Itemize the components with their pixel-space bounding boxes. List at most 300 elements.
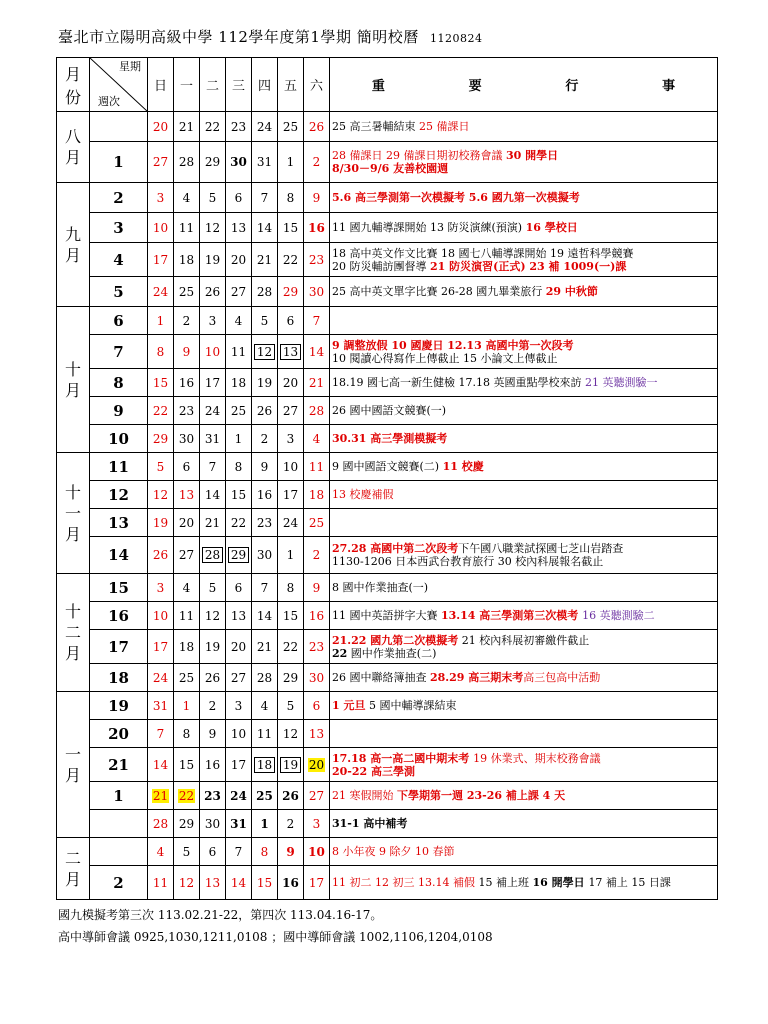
- day-cell-thu: [252, 782, 278, 810]
- day-number: 7: [156, 726, 165, 741]
- day-cell-fri: [278, 453, 304, 481]
- event-line: [332, 339, 717, 352]
- day-cell-mon: [174, 509, 200, 537]
- day-number: 19: [204, 252, 221, 267]
- day-number: 17: [308, 875, 325, 890]
- day-number: 7: [260, 190, 269, 205]
- title-code: 1120824: [430, 32, 483, 45]
- day-number: 12: [254, 344, 275, 360]
- day-cell-wed: [226, 810, 252, 838]
- day-cell-wed: [226, 142, 252, 183]
- day-cell-wed: [226, 630, 252, 664]
- day-cell-wed: [226, 425, 252, 453]
- week-row: [57, 425, 718, 453]
- day-number: 5: [208, 190, 217, 205]
- day-cell-tue: [200, 509, 226, 537]
- day-cell-sun: [148, 720, 174, 748]
- event-line: [332, 149, 717, 162]
- day-cell-tue: [200, 574, 226, 602]
- day-cell-tue: [200, 664, 226, 692]
- day-number: 24: [152, 670, 169, 685]
- day-cell-sat: [304, 748, 330, 782]
- event-line: [332, 609, 717, 622]
- event-text: 21.22 國九第二次模擬考: [332, 633, 459, 647]
- day-number: 21: [152, 788, 169, 803]
- day-number: 24: [152, 284, 169, 299]
- day-cell-wed: [226, 748, 252, 782]
- day-cell-thu: [252, 453, 278, 481]
- event-text: 1 元旦: [332, 699, 366, 712]
- day-number: 23: [256, 515, 273, 530]
- month-header: [57, 58, 90, 112]
- day-number: 4: [182, 190, 191, 205]
- day-cell-fri: [278, 664, 304, 692]
- day-cell-mon: [174, 602, 200, 630]
- day-cell-thu: [252, 537, 278, 574]
- day-cell-sun: [148, 307, 174, 335]
- day-number: 9: [182, 344, 191, 359]
- day-cell-mon: [174, 664, 200, 692]
- week-number: 13: [90, 509, 148, 537]
- event-line: [332, 120, 717, 133]
- event-text: 20 防災輔訪團督導: [332, 259, 430, 273]
- day-cell-sun: [148, 782, 174, 810]
- day-cell-fri: [278, 243, 304, 277]
- day-cell-sun: [148, 692, 174, 720]
- day-cell-mon: [174, 243, 200, 277]
- day-cell-wed: [226, 369, 252, 397]
- day-cell-fri: [278, 397, 304, 425]
- events-cell: [330, 866, 718, 900]
- event-line: [332, 581, 717, 594]
- event-text: 27.28 高國中第二次段考: [332, 542, 459, 555]
- events-cell: [330, 664, 718, 692]
- day-cell-sat: [304, 509, 330, 537]
- day-header-mon: 一: [174, 58, 200, 112]
- day-cell-fri: [278, 369, 304, 397]
- event-text: 21 寒假開始: [332, 789, 397, 802]
- day-number: 22: [204, 119, 221, 134]
- event-line: [332, 460, 717, 473]
- day-header-thu: 四: [252, 58, 278, 112]
- event-text: 下午國八職業試探國七芝山岩踏查: [458, 542, 624, 555]
- day-number: 14: [256, 608, 273, 623]
- day-number: 24: [282, 515, 299, 530]
- day-cell-fri: [278, 213, 304, 243]
- day-cell-wed: [226, 509, 252, 537]
- day-cell-tue: [200, 748, 226, 782]
- day-number: 12: [152, 487, 169, 502]
- day-number: 7: [208, 459, 217, 474]
- day-cell-mon: [174, 720, 200, 748]
- day-cell-fri: [278, 630, 304, 664]
- week-row: [57, 243, 718, 277]
- day-cell-mon: [174, 810, 200, 838]
- day-cell-tue: [200, 481, 226, 509]
- event-line: [332, 699, 717, 712]
- events-header-char: 行: [565, 79, 579, 94]
- note-line: 國九模擬考第三次 113.02.21-22，第四次 113.04.16-17。: [58, 908, 383, 922]
- week-row: [57, 748, 718, 782]
- day-cell-wed: [226, 453, 252, 481]
- week-row: [57, 602, 718, 630]
- week-number: 2: [90, 183, 148, 213]
- day-number: 9: [286, 844, 295, 859]
- day-cell-wed: [226, 481, 252, 509]
- week-number: 7: [90, 335, 148, 369]
- day-number: 14: [230, 875, 247, 890]
- note-line: 高中導師會議 0925,1030,1211,0108 ；國中導師會議 1002,1106,1204,0108: [58, 930, 493, 944]
- week-number: 19: [90, 692, 148, 720]
- day-cell-sun: [148, 142, 174, 183]
- day-number: 14: [204, 487, 221, 502]
- day-cell-wed: [226, 602, 252, 630]
- month-cell-sep: [57, 183, 90, 307]
- day-cell-thu: [252, 630, 278, 664]
- week-row: [57, 720, 718, 748]
- day-cell-thu: [252, 112, 278, 142]
- week-row: [57, 574, 718, 602]
- day-header-sun: 日: [148, 58, 174, 112]
- event-text: 8/30－9/6 友善校園週: [332, 162, 449, 175]
- day-cell-wed: [226, 112, 252, 142]
- day-number: 1: [260, 816, 269, 831]
- day-number: 13: [230, 608, 247, 623]
- day-number: 16: [204, 757, 221, 772]
- day-number: 31: [256, 155, 273, 169]
- day-number: 10: [152, 608, 169, 623]
- day-cell-tue: [200, 810, 226, 838]
- day-cell-wed: [226, 664, 252, 692]
- day-cell-tue: [200, 243, 226, 277]
- day-number: 3: [286, 431, 295, 446]
- event-line: [332, 162, 717, 175]
- event-text: 11 初二 12 初三 13.14 補假: [332, 876, 479, 889]
- event-text: 9 調整放假 10 國慶日 12.13 高國中第一次段考: [332, 338, 574, 352]
- month-char: 月: [64, 869, 81, 889]
- day-number: 30: [308, 284, 325, 299]
- event-line: [332, 845, 717, 858]
- event-text: 16 開學日: [532, 876, 589, 889]
- day-cell-thu: [252, 748, 278, 782]
- day-number: 19: [152, 515, 169, 530]
- week-number: 9: [90, 397, 148, 425]
- day-cell-thu: [252, 866, 278, 900]
- day-number: 25: [308, 515, 325, 530]
- day-number: 17: [204, 375, 221, 390]
- day-cell-tue: [200, 866, 226, 900]
- day-cell-sun: [148, 277, 174, 307]
- day-number: 5: [260, 313, 269, 328]
- week-number: 17: [90, 630, 148, 664]
- day-number: 14: [152, 757, 169, 772]
- day-number: 9: [260, 459, 269, 474]
- day-cell-mon: [174, 748, 200, 782]
- day-number: 16: [178, 375, 195, 390]
- day-number: 25: [282, 119, 299, 134]
- day-number: 28: [256, 670, 273, 685]
- day-cell-mon: [174, 692, 200, 720]
- event-text: 30 開學日: [505, 149, 559, 162]
- day-cell-mon: [174, 142, 200, 183]
- week-number: [90, 810, 148, 838]
- event-line: [332, 260, 717, 273]
- day-number: 22: [178, 788, 195, 803]
- day-number: 27: [152, 155, 169, 169]
- week-header: [90, 58, 148, 112]
- day-number: 14: [256, 220, 273, 235]
- day-number: 26: [282, 788, 299, 803]
- week-row: [57, 537, 718, 574]
- day-number: 26: [204, 284, 221, 299]
- month-char: 二: [64, 623, 81, 642]
- day-number: 29: [204, 155, 221, 169]
- month-cell-jan: [57, 692, 90, 838]
- day-number: 6: [208, 844, 217, 859]
- day-cell-sun: [148, 664, 174, 692]
- events-header-char: 事: [662, 79, 676, 94]
- day-number: 30: [204, 816, 221, 831]
- events-cell: [330, 213, 718, 243]
- day-number: 20: [230, 639, 247, 654]
- day-cell-tue: [200, 602, 226, 630]
- event-text: 5.6 高三學測第一次模擬考 5.6 國九第一次模擬考: [332, 191, 580, 204]
- day-number: 21: [256, 252, 273, 267]
- day-number: 17: [230, 757, 247, 772]
- day-number: 26: [152, 548, 169, 562]
- day-cell-sat: [304, 425, 330, 453]
- event-line: [332, 752, 717, 765]
- month-char: 一: [64, 744, 81, 764]
- week-number: 16: [90, 602, 148, 630]
- day-number: 4: [312, 431, 321, 446]
- day-cell-thu: [252, 213, 278, 243]
- event-text: 13.14 高三學測第三次模考: [441, 609, 583, 622]
- event-text: 17.18 高一高二國中期末考: [332, 751, 474, 765]
- event-text: 16 英聽測驗二: [582, 609, 655, 622]
- day-number: 16: [308, 220, 325, 235]
- week-number: 3: [90, 213, 148, 243]
- day-number: 3: [208, 313, 217, 328]
- event-text: 下學期第一週 23-26 補上課 4 天: [397, 789, 566, 802]
- month-cell-dec: [57, 574, 90, 692]
- day-cell-sun: [148, 630, 174, 664]
- day-number: 8: [156, 344, 165, 359]
- day-number: 21: [204, 515, 221, 530]
- day-number: 23: [308, 639, 325, 654]
- day-cell-mon: [174, 277, 200, 307]
- day-cell-wed: [226, 307, 252, 335]
- day-cell-wed: [226, 397, 252, 425]
- event-text: 19 休業式、期末校務會議: [473, 751, 601, 765]
- events-header-char: 重: [371, 79, 385, 94]
- day-header-sat: 六: [304, 58, 330, 112]
- day-cell-wed: [226, 574, 252, 602]
- day-cell-tue: [200, 277, 226, 307]
- event-text: 26 國中國語文競賽(一): [332, 404, 447, 417]
- day-cell-tue: [200, 630, 226, 664]
- events-cell: [330, 243, 718, 277]
- week-number: 6: [90, 307, 148, 335]
- day-cell-thu: [252, 664, 278, 692]
- event-line: [332, 285, 717, 298]
- week-number: 4: [90, 243, 148, 277]
- day-number: 7: [312, 313, 321, 328]
- calendar-table: [56, 57, 718, 900]
- day-number: 30: [178, 431, 195, 446]
- event-line: [332, 376, 717, 389]
- day-cell-sun: [148, 112, 174, 142]
- day-number: 13: [230, 220, 247, 235]
- day-cell-fri: [278, 183, 304, 213]
- day-cell-mon: [174, 397, 200, 425]
- day-number: 1: [182, 698, 191, 713]
- event-text: 21 英聽測驗一: [584, 376, 658, 389]
- week-label: 週次: [98, 95, 120, 108]
- day-number: 31: [230, 816, 247, 831]
- day-number: 7: [260, 580, 269, 595]
- day-cell-wed: [226, 277, 252, 307]
- day-number: 5: [208, 580, 217, 595]
- week-row: [57, 213, 718, 243]
- day-number: 20: [178, 515, 195, 530]
- day-cell-thu: [252, 307, 278, 335]
- day-cell-wed: [226, 213, 252, 243]
- day-cell-tue: [200, 425, 226, 453]
- events-cell: [330, 453, 718, 481]
- day-cell-mon: [174, 481, 200, 509]
- day-number: 9: [312, 190, 321, 205]
- day-cell-mon: [174, 307, 200, 335]
- event-line: [332, 542, 717, 555]
- day-number: 13: [204, 875, 221, 890]
- week-number: 15: [90, 574, 148, 602]
- event-text: 31-1 高中補考: [332, 817, 408, 830]
- day-number: 6: [182, 459, 191, 474]
- month-char: 一: [64, 503, 81, 523]
- day-cell-mon: [174, 838, 200, 866]
- month-char: 月: [64, 148, 81, 167]
- day-cell-sat: [304, 142, 330, 183]
- day-number: 29: [152, 431, 169, 446]
- day-cell-fri: [278, 307, 304, 335]
- day-number: 18: [254, 757, 275, 773]
- day-cell-tue: [200, 142, 226, 183]
- day-number: 20: [152, 119, 169, 134]
- day-cell-sat: [304, 369, 330, 397]
- week-row: [57, 369, 718, 397]
- month-char: 月: [64, 245, 81, 265]
- events-cell: [330, 307, 718, 335]
- month-cell-nov: [57, 453, 90, 574]
- event-text: 國中作業抽查(二): [347, 646, 437, 660]
- day-cell-wed: [226, 720, 252, 748]
- day-number: 7: [234, 844, 243, 859]
- day-number: 29: [178, 816, 195, 831]
- day-number: 26: [204, 670, 221, 685]
- event-text: 30.31 高三學測模擬考: [332, 432, 448, 445]
- weekday-label: 星期: [119, 60, 141, 73]
- day-number: 8: [286, 190, 295, 205]
- day-cell-mon: [174, 425, 200, 453]
- day-number: 24: [204, 403, 221, 418]
- day-number: 10: [308, 844, 325, 859]
- day-number: 6: [234, 580, 243, 595]
- day-cell-sat: [304, 183, 330, 213]
- day-number: 22: [152, 403, 169, 418]
- event-text: 20-22 高三學測: [332, 764, 416, 778]
- day-number: 6: [234, 190, 243, 205]
- day-cell-thu: [252, 692, 278, 720]
- day-number: 2: [208, 698, 217, 713]
- week-row: [57, 183, 718, 213]
- day-cell-tue: [200, 183, 226, 213]
- day-cell-fri: [278, 782, 304, 810]
- event-text: 11 國中英語拼字大賽: [332, 609, 441, 622]
- event-text: 17 補上 15 日課: [588, 876, 671, 889]
- event-text: 29 中秋節: [545, 285, 598, 298]
- day-number: 11: [178, 220, 195, 235]
- event-line: [332, 555, 717, 568]
- day-cell-sat: [304, 397, 330, 425]
- day-cell-sun: [148, 335, 174, 369]
- day-cell-fri: [278, 748, 304, 782]
- day-cell-sat: [304, 481, 330, 509]
- day-number: 19: [256, 375, 273, 390]
- day-number: 6: [312, 698, 321, 713]
- event-text: 9 國中國語文競賽(二): [332, 460, 443, 473]
- week-row: [57, 307, 718, 335]
- day-cell-tue: [200, 838, 226, 866]
- calendar-body: [57, 112, 718, 900]
- event-text: 25 高中英文單字比賽 26-28 國九畢業旅行: [332, 285, 546, 298]
- day-cell-tue: [200, 335, 226, 369]
- week-number: [90, 838, 148, 866]
- day-cell-sat: [304, 537, 330, 574]
- day-cell-sat: [304, 692, 330, 720]
- day-number: 15: [230, 487, 247, 502]
- day-number: 21: [178, 119, 195, 134]
- day-number: 1: [286, 548, 295, 562]
- day-number: 16: [282, 875, 299, 890]
- event-text: 22: [332, 646, 348, 660]
- day-number: 15: [178, 757, 195, 772]
- day-number: 17: [152, 639, 169, 654]
- day-cell-tue: [200, 720, 226, 748]
- day-number: 29: [228, 547, 249, 563]
- day-number: 28: [202, 547, 223, 563]
- events-header-char: 要: [468, 79, 482, 94]
- day-number: 25: [178, 284, 195, 299]
- day-number: 24: [256, 119, 273, 134]
- day-number: 13: [178, 487, 195, 502]
- month-cell-oct: [57, 307, 90, 453]
- day-number: 4: [156, 844, 165, 859]
- day-cell-fri: [278, 692, 304, 720]
- day-number: 2: [312, 548, 321, 562]
- day-cell-tue: [200, 692, 226, 720]
- day-cell-fri: [278, 335, 304, 369]
- event-text: 25 高三暑輔結束: [332, 120, 419, 133]
- day-number: 14: [308, 344, 325, 359]
- day-cell-thu: [252, 720, 278, 748]
- day-number: 5: [182, 844, 191, 859]
- day-number: 20: [282, 375, 299, 390]
- day-number: 30: [256, 548, 273, 562]
- week-number: 11: [90, 453, 148, 481]
- day-number: 10: [282, 459, 299, 474]
- day-number: 23: [178, 403, 195, 418]
